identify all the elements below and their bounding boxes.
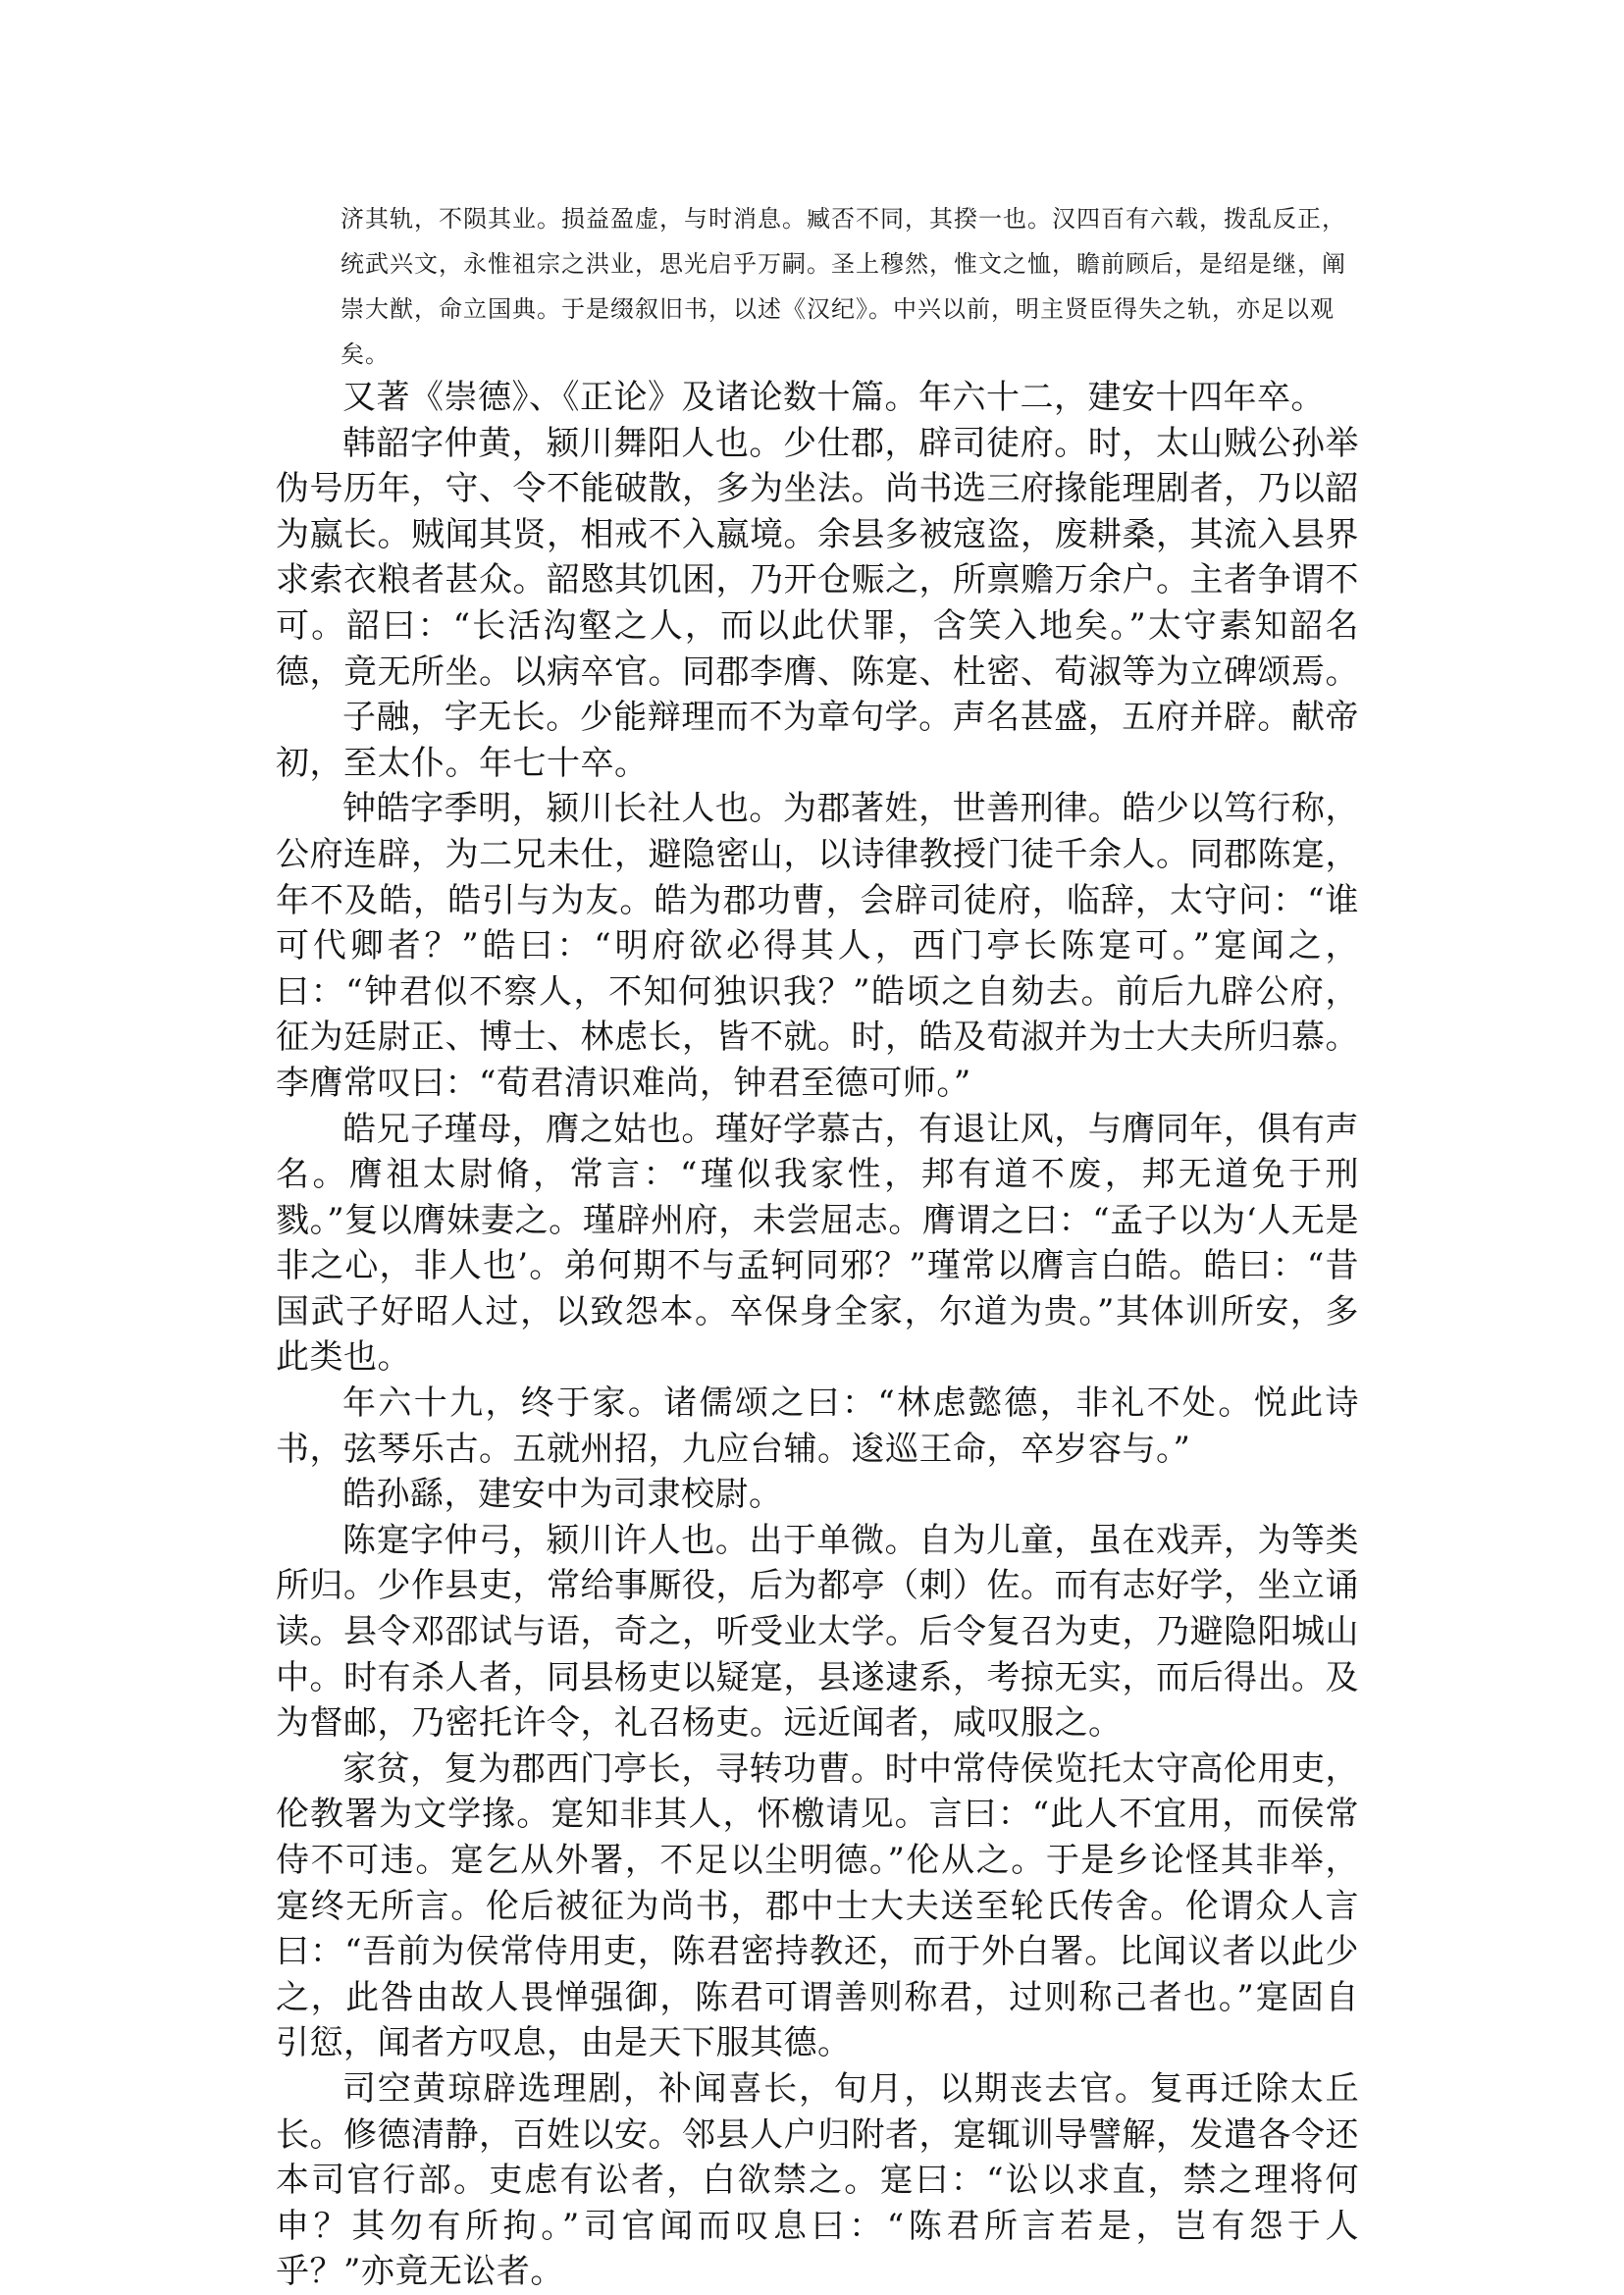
quoted-passage bbox=[341, 196, 1361, 377]
paragraph: 家贫，复为郡西门亭长，寻转功曹。时中常侍侯览托太守高伦用吏，伦教署为文学掾。寔知非其人，怀檄请见。言曰：“此人不宜用，而侯常侍不可违。寔乞从外署，不足以尘明德。”伦从之。于是乡论怪其非举，寔终无所言。伦后被征为尚书，郡中士大夫送至轮氏传舍。伦谓众人言曰：“吾前为侯常侍用吏，陈君密持教还，而于外白署。比闻议者以此少之，此咎由故人畏惮强御，陈君可谓善则称君，过则称己者也。”寔固自引愆，闻者方叹息，由是天下服其德。 bbox=[276, 1748, 1359, 2063]
paragraph: 韩韶字仲黄，颍川舞阳人也。少仕郡，辟司徒府。时，太山贼公孙举伪号历年，守、令不能破散，多为坐法。尚书选三府掾能理剧者，乃以韶为嬴长。贼闻其贤，相戒不入嬴境。余县多被寇盗，废耕桑，其流入县界求索衣粮者甚众。韶愍其饥困，乃开仓赈之，所禀赡万余户。主者争谓不可。韶曰：“长活沟壑之人，而以此伏罪，含笑入地矣。”太守素知韶名德，竟无所坐。以病卒官。同郡李膺、陈寔、杜密、荀淑等为立碑颂焉。 bbox=[276, 423, 1359, 692]
paragraph: 钟皓字季明，颍川长社人也。为郡著姓，世善刑律。皓少以笃行称，公府连辟，为二兄未仕，避隐密山，以诗律教授门徒千余人。同郡陈寔，年不及皓，皓引与为友。皓为郡功曹，会辟司徒府，临辞，太守问：“谁可代卿者？”皓曰：“明府欲必得其人，西门亭长陈寔可。”寔闻之，曰：“钟君似不察人，不知何独识我？”皓顷之自劾去。前后九辟公府，征为廷尉正、博士、林虑长，皆不就。时，皓及荀淑并为士大夫所归慕。李膺常叹曰：“荀君清识难尚，钟君至德可师。” bbox=[276, 789, 1359, 1103]
paragraph: 司空黄琼辟选理剧，补闻喜长，旬月，以期丧去官。复再迁除太丘长。修德清静，百姓以安。邻县人户归附者，寔辄训导譬解，发遣各令还本司官行部。吏虑有讼者，白欲禁之。寔曰：“讼以求直，禁之理将何申？其勿有所拘。”司官闻而叹息曰：“陈君所言若是，岂有怨于人乎？”亦竟无讼者。 bbox=[276, 2068, 1359, 2292]
paragraph: 年六十九，终于家。诸儒颂之曰：“林虑懿德，非礼不处。悦此诗书，弦琴乐古。五就州招，九应台辅。逡巡王命，卒岁容与。” bbox=[276, 1383, 1359, 1469]
paragraph: 子融，字无长。少能辩理而不为章句学。声名甚盛，五府并辟。献帝初，至太仆。年七十卒。 bbox=[276, 698, 1359, 783]
paragraph: 皓孙繇，建安中为司隶校尉。 bbox=[342, 1475, 783, 1515]
paragraph: 又著《崇德》、《正论》及诸论数十篇。年六十二，建安十四年卒。 bbox=[342, 378, 1325, 417]
paragraph: 皓兄子瑾母，膺之姑也。瑾好学慕古，有退让风，与膺同年，俱有声名。膺祖太尉脩，常言：“瑾似我家性，邦有道不废，邦无道免于刑戮。”复以膺妹妻之。瑾辟州府，未尝屈志。膺谓之曰：“孟子以为‘人无是非之心，非人也’。弟何期不与孟轲同邪？”瑾常以膺言白皓。皓曰：“昔国武子好昭人过，以致怨本。卒保身全家，尔道为贵。”其体训所安，多此类也。 bbox=[276, 1109, 1359, 1378]
body-text bbox=[276, 375, 1359, 2295]
quoted-text: 济其轨，不陨其业。损益盈虚，与时消息。臧否不同，其揆一也。汉四百有六载，拨乱反正，统武兴文，永惟祖宗之洪业，思光启乎万嗣。圣上穆然，惟文之恤，瞻前顾后，是绍是继，阐崇大猷，命立国典。于是缀叙旧书，以述《汉纪》。中兴以前，明主贤臣得失之轨，亦足以观矣。 bbox=[341, 205, 1346, 368]
paragraph: 陈寔字仲弓，颍川许人也。出于单微。自为儿童，虽在戏弄，为等类所归。少作县吏，常给事厮役，后为都亭（刺）佐。而有志好学，坐立诵读。县令邓邵试与语，奇之，听受业太学。后令复召为吏，乃避隐阳城山中。时有杀人者，同县杨吏以疑寔，县遂逮系，考掠无实，而后得出。及为督邮，乃密托许令，礼召杨吏。远近闻者，咸叹服之。 bbox=[276, 1520, 1359, 1744]
